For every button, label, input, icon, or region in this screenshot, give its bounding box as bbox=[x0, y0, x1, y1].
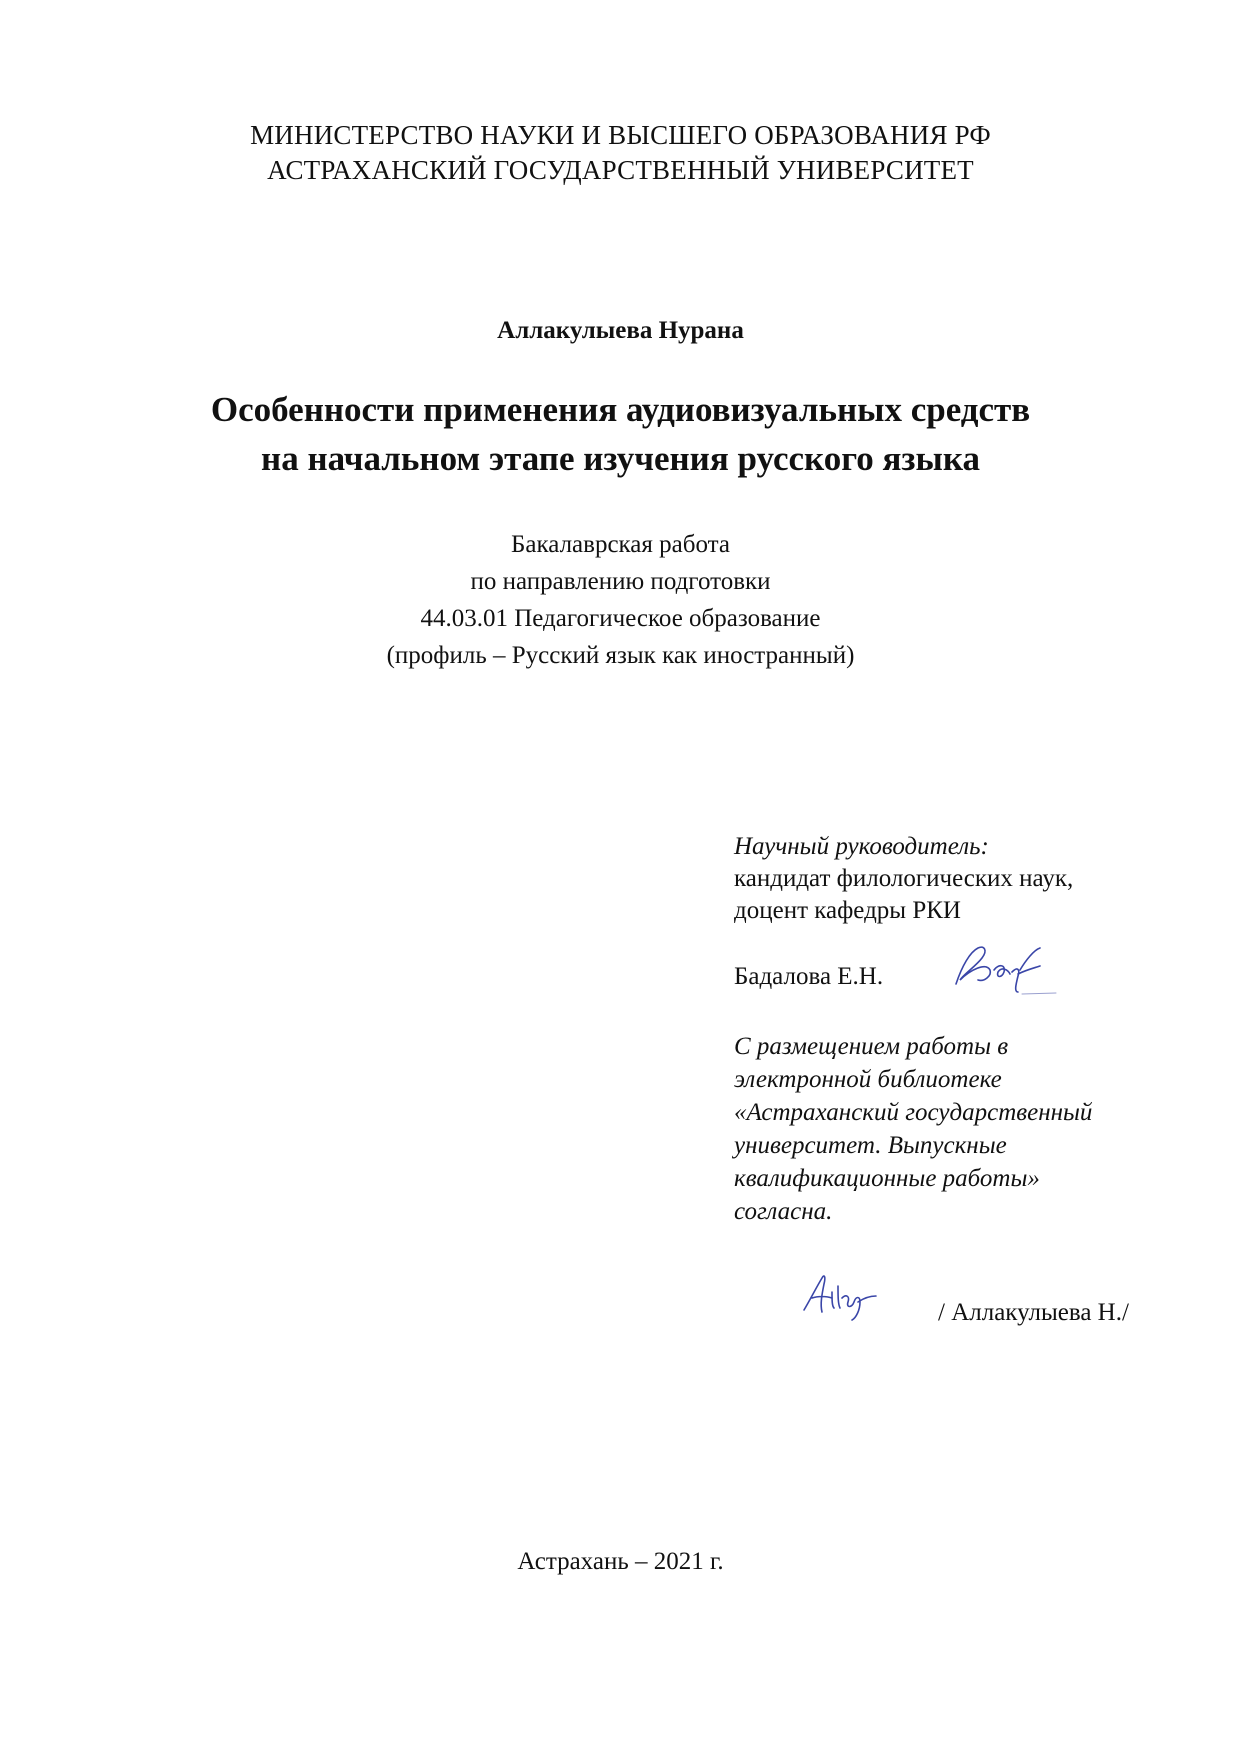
direction-code: 44.03.01 Педагогическое образование bbox=[420, 605, 821, 632]
consent-line-6: согласна. bbox=[734, 1198, 833, 1225]
work-type: Бакалаврская работа bbox=[511, 531, 730, 558]
library-consent bbox=[734, 1030, 1204, 1228]
author-name: Аллакулыева Нурана bbox=[497, 317, 744, 344]
consent-line-4: университет. Выпускные bbox=[734, 1132, 1007, 1159]
thesis-title-line-2: на начальном этапе изучения русского языка bbox=[261, 439, 980, 478]
profile: (профиль – Русский язык как иностранный) bbox=[386, 642, 855, 669]
supervisor-name: Бадалова Е.Н. bbox=[734, 963, 884, 990]
thesis-title bbox=[0, 385, 1241, 483]
student-signature-name: / Аллакулыева Н./ bbox=[938, 1299, 1129, 1326]
student-signature bbox=[800, 1266, 880, 1326]
supervisor-position: доцент кафедры РКИ bbox=[734, 897, 961, 924]
work-description bbox=[0, 526, 1241, 674]
direction-label: по направлению подготовки bbox=[470, 568, 771, 595]
supervisor-degree: кандидат филологических наук, bbox=[734, 865, 1074, 892]
organization-header bbox=[0, 118, 1241, 188]
university-name: АСТРАХАНСКИЙ ГОСУДАРСТВЕННЫЙ УНИВЕРСИТЕТ bbox=[267, 155, 974, 185]
ministry-name: МИНИСТЕРСТВО НАУКИ И ВЫСШЕГО ОБРАЗОВАНИЯ РФ bbox=[250, 120, 991, 150]
consent-line-2: электронной библиотеке bbox=[734, 1066, 1002, 1093]
consent-line-5: квалификационные работы» bbox=[734, 1165, 1040, 1192]
thesis-title-line-1: Особенности применения аудиовизуальных средств bbox=[210, 390, 1031, 429]
consent-line-1: С размещением работы в bbox=[734, 1033, 1009, 1060]
supervisor-signature bbox=[948, 940, 1058, 1000]
supervisor-block bbox=[734, 831, 1204, 927]
supervisor-label: Научный руководитель: bbox=[734, 833, 989, 860]
consent-line-3: «Астраханский государственный bbox=[734, 1099, 1093, 1126]
city-year: Астрахань – 2021 г. bbox=[517, 1548, 724, 1575]
